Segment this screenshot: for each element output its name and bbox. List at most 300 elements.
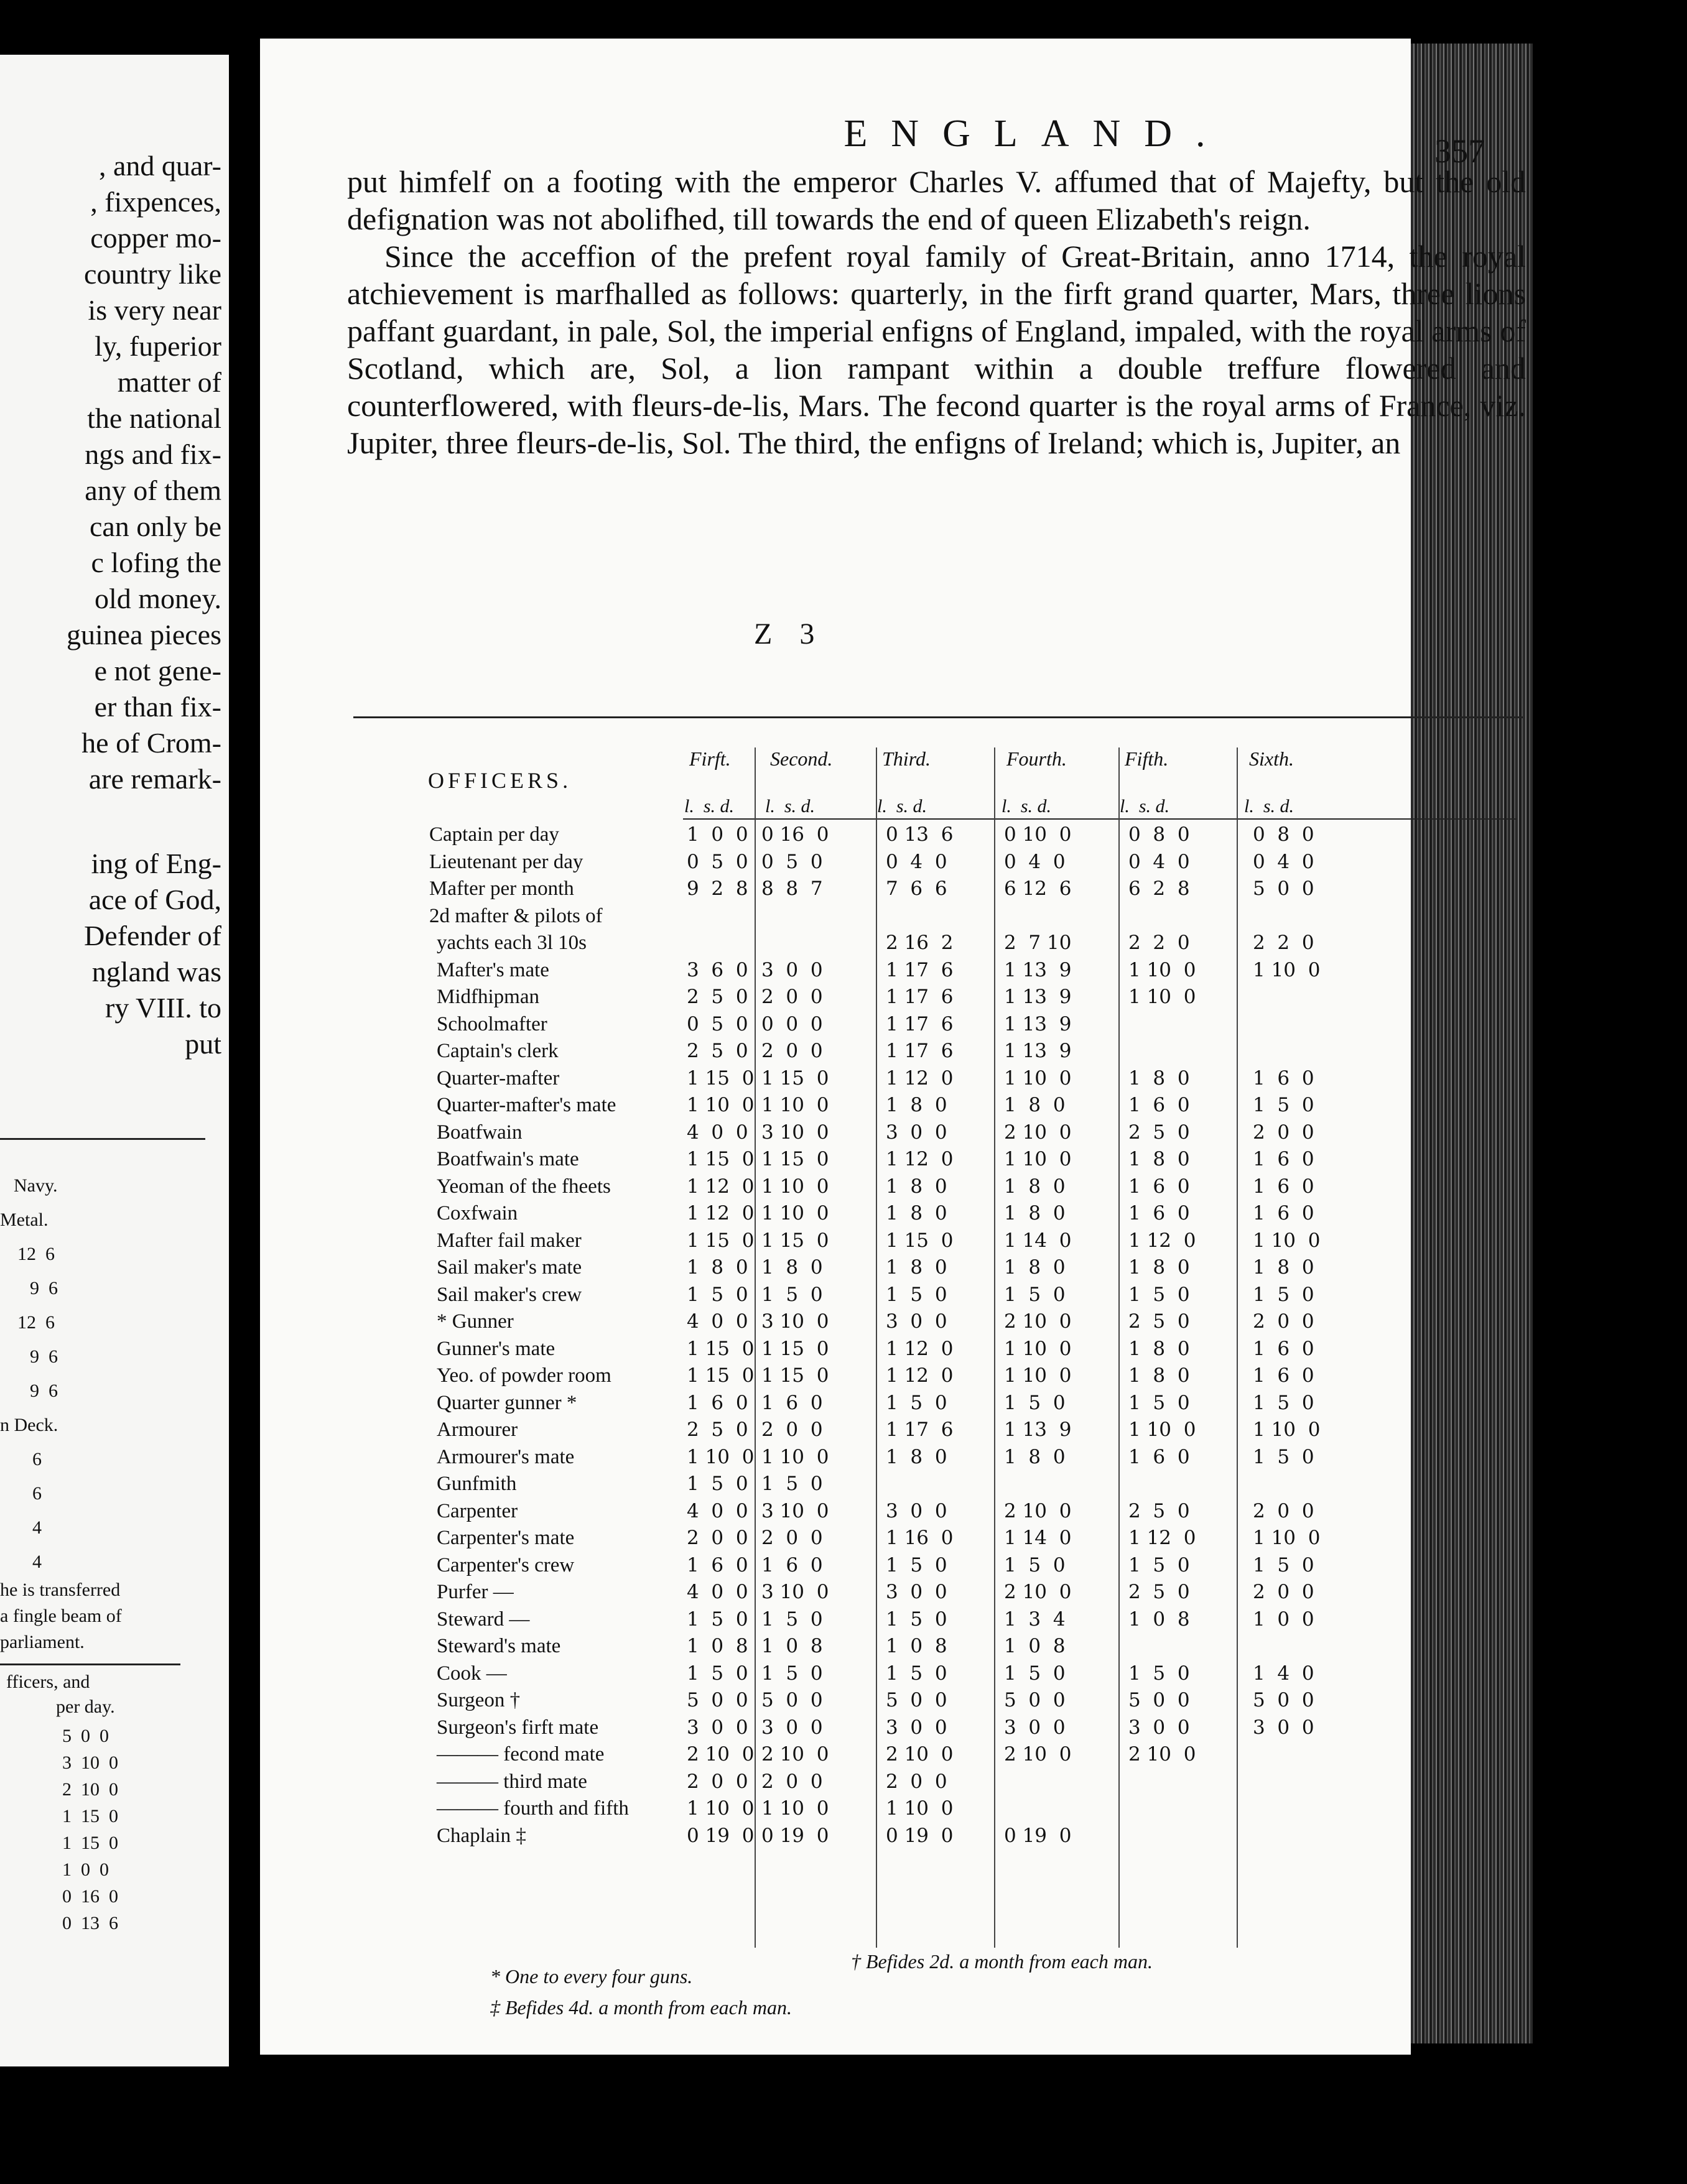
pay-cell: 1 14 0: [1004, 1229, 1072, 1252]
pay-cell: 3 10 0: [761, 1121, 829, 1144]
pay-cell: 1 10 0: [687, 1094, 755, 1116]
running-head: ENGLAND.: [844, 113, 1229, 155]
left-text-line: ry VIII. to: [105, 992, 221, 1024]
pay-cell: 1 17 6: [886, 1418, 954, 1441]
pay-cell: 1 13 9: [1004, 1418, 1072, 1441]
pay-cell: 2 10 0: [1128, 1743, 1196, 1765]
pay-cell: 1 5 0: [1004, 1391, 1066, 1414]
pay-cell: 1 8 0: [886, 1256, 947, 1279]
pay-cell: 1 12 0: [886, 1364, 954, 1387]
pay-cell: 1 5 0: [1004, 1662, 1066, 1685]
pay-cell: 2 0 0: [1253, 1581, 1314, 1603]
pay-cell: 2 16 2: [886, 932, 954, 954]
pay-cell: 1 5 0: [1004, 1553, 1066, 1576]
rate-header-3: Third.: [882, 747, 931, 770]
pay-cell: 0 4 0: [1128, 850, 1190, 873]
pay-cell: 1 6 0: [761, 1553, 823, 1576]
pay-cell: 5 0 0: [1128, 1689, 1190, 1711]
pay-cell: 1 5 0: [886, 1553, 947, 1576]
metal-heading: Metal.: [0, 1210, 49, 1230]
left-text-line: ly, fuperior: [95, 330, 221, 362]
left-text-line: , and quar-: [98, 150, 221, 182]
pay-cell: 2 0 0: [761, 1418, 823, 1441]
pay-cell: 1 8 0: [1004, 1256, 1066, 1279]
pay-cell: 3 10 0: [761, 1310, 829, 1333]
pay-cell: 0 5 0: [761, 850, 823, 873]
per-day-label: per day.: [56, 1696, 115, 1717]
pay-cell: 7 6 6: [886, 877, 947, 900]
officer-pay-row: 3 10 0: [62, 1752, 118, 1773]
pay-cell: 1 0 0: [687, 823, 748, 846]
pay-cell: 1 5 0: [1128, 1283, 1190, 1306]
pay-cell: 1 10 0: [761, 1202, 829, 1224]
pay-cell: 5 0 0: [886, 1689, 947, 1711]
row-label: Captain per day: [429, 823, 559, 846]
pay-cell: 1 8 0: [1004, 1202, 1066, 1224]
units-header: l. s. d.: [1244, 796, 1294, 817]
pay-cell: 0 5 0: [687, 850, 748, 873]
units-rule: [683, 818, 1517, 820]
pay-cell: 1 13 9: [1004, 958, 1072, 981]
pay-cell: 1 15 0: [761, 1067, 829, 1090]
pay-cell: 1 10 0: [761, 1175, 829, 1198]
pay-cell: 1 15 0: [761, 1148, 829, 1170]
row-label: ——— fourth and fifth: [437, 1797, 629, 1820]
row-label: Cook —: [437, 1662, 507, 1685]
rate-header-6: Sixth.: [1249, 747, 1294, 770]
pay-cell: 1 8 0: [1128, 1337, 1190, 1360]
units-header: l. s. d.: [684, 796, 735, 817]
left-text-line: e not gene-: [94, 655, 221, 687]
pay-cell: 1 8 0: [886, 1094, 947, 1116]
pay-cell: 0 4 0: [1253, 850, 1314, 873]
pay-cell: 1 6 0: [1128, 1202, 1190, 1224]
row-label: Lieutenant per day: [429, 850, 583, 873]
pay-cell: 0 5 0: [687, 1012, 748, 1035]
pay-cell: 1 13 9: [1004, 1040, 1072, 1062]
row-label: Surgeon †: [437, 1689, 521, 1711]
deck-heading: n Deck.: [0, 1415, 58, 1435]
pay-cell: 2 7 10: [1004, 932, 1072, 954]
pay-cell: 1 0 8: [886, 1635, 947, 1657]
paragraph-1: put himfelf on a footing with the emperor Charles V. affumed that of Majefty, but the old defignation was not abolifhed, till towards the end of queen Elizabeth's reign.: [347, 164, 1526, 236]
pay-cell: 1 4 0: [1253, 1662, 1314, 1685]
pay-cell: 1 6 0: [1253, 1148, 1314, 1170]
row-label: Boatfwain's mate: [437, 1148, 579, 1170]
pay-cell: 1 10 0: [1128, 958, 1196, 981]
pay-cell: 1 6 0: [687, 1391, 748, 1414]
row-label: Yeoman of the fheets: [437, 1175, 611, 1198]
pay-cell: 1 10 0: [761, 1094, 829, 1116]
left-page: [0, 55, 229, 2066]
pay-cell: 1 12 0: [1128, 1229, 1196, 1252]
units-header: l. s. d.: [1002, 796, 1052, 817]
row-label: Yeo. of powder room: [437, 1364, 611, 1387]
pay-cell: 2 5 0: [1128, 1121, 1190, 1144]
metal-row: 12 6: [17, 1312, 55, 1333]
left-text-line: can only be: [89, 511, 221, 542]
pay-cell: 2 0 0: [761, 1040, 823, 1062]
pay-cell: 2 5 0: [687, 1418, 748, 1441]
pay-cell: 1 6 0: [1253, 1202, 1314, 1224]
pay-cell: 3 10 0: [761, 1581, 829, 1603]
pay-cell: 5 0 0: [1004, 1689, 1066, 1711]
right-page: [260, 39, 1526, 2055]
pay-cell: 1 5 0: [1128, 1553, 1190, 1576]
pay-cell: 4 0 0: [687, 1121, 748, 1144]
row-label: Steward —: [437, 1608, 530, 1631]
pay-cell: 1 5 0: [761, 1662, 823, 1685]
pay-cell: 1 5 0: [1253, 1094, 1314, 1116]
row-label: 2d mafter & pilots of: [429, 904, 603, 927]
units-header: l. s. d.: [765, 796, 816, 817]
pay-cell: 0 4 0: [886, 850, 947, 873]
paragraph-2: Since the acceffion of the prefent royal family of Great-Britain, anno 1714, the royal atchievement is marfhalled as follows: quarterly, in the firft grand quarter, Mars, three lions paffant guardant, in pale, Sol, the imperial enfigns of England, impaled, with the royal arms of Scotland, which are, Sol, a lion rampant within a double treffure flowered and counterflowered, with fleurs-de-lis, Mars. The fecond quarter is the royal arms of France, viz. Jupiter, three fleurs-de-lis, Sol. The third, the enfigns of Ireland; which is, Jupiter, an: [347, 239, 1526, 460]
pay-cell: 1 16 0: [886, 1527, 954, 1549]
footnote-double-dagger: ‡ Befides 4d. a month from each man.: [490, 1996, 792, 2019]
row-label: Chaplain ‡: [437, 1824, 526, 1847]
pay-cell: 1 6 0: [761, 1391, 823, 1414]
pay-cell: 1 10 0: [687, 1445, 755, 1468]
table-title: OFFICERS.: [428, 768, 572, 793]
pay-cell: 1 15 0: [761, 1337, 829, 1360]
pay-cell: 1 6 0: [1253, 1175, 1314, 1198]
pay-cell: 1 0 8: [1128, 1608, 1190, 1631]
pay-cell: 1 17 6: [886, 1040, 954, 1062]
rate-header-5: Fifth.: [1125, 747, 1169, 770]
pay-cell: 1 8 0: [687, 1256, 748, 1279]
pay-cell: 1 5 0: [687, 1662, 748, 1685]
pay-cell: 2 5 0: [1128, 1581, 1190, 1603]
pay-cell: 1 5 0: [886, 1283, 947, 1306]
left-text-line: , fixpences,: [90, 186, 221, 218]
deck-row: 6: [32, 1483, 42, 1504]
pay-cell: 1 10 0: [1004, 1148, 1072, 1170]
metal-row: 12 6: [17, 1244, 55, 1264]
pay-cell: 2 10 0: [1004, 1581, 1072, 1603]
pay-cell: 3 0 0: [886, 1121, 947, 1144]
left-rule-2: [0, 1663, 180, 1665]
pay-cell: 1 8 0: [886, 1175, 947, 1198]
pay-cell: 1 10 0: [1253, 958, 1321, 981]
pay-cell: 2 2 0: [1128, 932, 1190, 954]
footnote-star: * One to every four guns.: [490, 1965, 693, 1987]
pay-cell: 1 5 0: [1253, 1283, 1314, 1306]
pay-cell: 1 8 0: [1253, 1256, 1314, 1279]
pay-cell: 1 5 0: [1253, 1445, 1314, 1468]
pay-cell: 1 10 0: [886, 1797, 954, 1820]
row-label: Surgeon's firft mate: [437, 1716, 599, 1739]
left-text-line: matter of: [117, 366, 221, 398]
pay-cell: 4 0 0: [687, 1310, 748, 1333]
pay-cell: 1 10 0: [1253, 1527, 1321, 1549]
officer-pay-row: 0 13 6: [62, 1913, 118, 1933]
officer-pay-row: 5 0 0: [62, 1726, 109, 1746]
pay-cell: 1 8 0: [761, 1256, 823, 1279]
deck-row: 6: [32, 1449, 42, 1469]
pay-cell: 1 3 4: [1004, 1608, 1066, 1631]
pay-cell: 1 6 0: [1253, 1337, 1314, 1360]
pay-cell: 2 0 0: [1253, 1499, 1314, 1522]
pay-cell: 2 0 0: [687, 1527, 748, 1549]
deck-row: 4: [32, 1517, 42, 1538]
pay-cell: 3 0 0: [1128, 1716, 1190, 1739]
row-label: Quarter-mafter's mate: [437, 1094, 616, 1116]
page-number: 357: [1434, 132, 1485, 170]
officer-pay-row: 0 16 0: [62, 1886, 118, 1907]
pay-cell: 1 10 0: [1004, 1364, 1072, 1387]
pay-cell: 3 0 0: [761, 1716, 823, 1739]
pay-cell: 0 19 0: [687, 1824, 755, 1847]
row-label: Steward's mate: [437, 1635, 561, 1657]
pay-cell: 1 5 0: [886, 1662, 947, 1685]
row-label: Quarter-mafter: [437, 1067, 560, 1090]
rate-header-4: Fourth.: [1006, 747, 1067, 770]
pay-cell: 2 0 0: [761, 1527, 823, 1549]
left-text-line: is very near: [88, 294, 221, 326]
pay-cell: 2 0 0: [761, 1770, 823, 1793]
pay-cell: 2 10 0: [1004, 1121, 1072, 1144]
left-text-line: copper mo-: [90, 222, 221, 254]
pay-cell: 2 0 0: [1253, 1121, 1314, 1144]
pay-cell: 1 0 8: [761, 1635, 823, 1657]
pay-cell: 0 13 6: [886, 823, 954, 846]
row-label: * Gunner: [437, 1310, 514, 1333]
row-label: Mafter's mate: [437, 958, 549, 981]
pay-cell: 3 0 0: [687, 1716, 748, 1739]
row-label: Mafter per month: [429, 877, 574, 900]
row-label: Boatfwain: [437, 1121, 523, 1144]
pay-cell: 1 5 0: [1004, 1283, 1066, 1306]
pay-cell: 2 10 0: [687, 1743, 755, 1765]
left-text-line: Defender of: [84, 920, 221, 951]
table-top-rule: [353, 716, 1523, 718]
pay-cell: 2 10 0: [1004, 1743, 1072, 1765]
pay-cell: 1 5 0: [886, 1608, 947, 1631]
row-label: Armourer: [437, 1418, 518, 1441]
row-label: ——— fecond mate: [437, 1743, 605, 1765]
row-label: Captain's clerk: [437, 1040, 559, 1062]
row-label: Schoolmafter: [437, 1012, 547, 1035]
left-text-line: ing of Eng-: [91, 848, 221, 879]
pay-cell: 1 10 0: [1253, 1418, 1321, 1441]
officers-heading: fficers, and: [6, 1672, 90, 1692]
pay-cell: 1 5 0: [687, 1473, 748, 1495]
row-label: Midfhipman: [437, 986, 539, 1008]
pay-cell: 1 10 0: [1128, 1418, 1196, 1441]
pay-cell: 1 12 0: [1128, 1527, 1196, 1549]
footnote-dagger: † Befides 2d. a month from each man.: [851, 1950, 1153, 1973]
row-label: Sail maker's crew: [437, 1283, 582, 1306]
pay-cell: 3 0 0: [1004, 1716, 1066, 1739]
pay-cell: 1 5 0: [761, 1283, 823, 1306]
pay-cell: 1 12 0: [687, 1175, 755, 1198]
signature-mark: Z 3: [754, 618, 825, 650]
pay-cell: 5 0 0: [687, 1689, 748, 1711]
pay-cell: 3 0 0: [761, 958, 823, 981]
left-text-line: the national: [87, 402, 221, 434]
left-text-line: ace of God,: [88, 884, 221, 915]
rate-header-2: Second.: [770, 747, 833, 770]
pay-cell: 1 10 0: [761, 1445, 829, 1468]
pay-cell: 2 0 0: [886, 1770, 947, 1793]
officer-pay-row: 1 0 0: [62, 1859, 109, 1880]
row-label: Armourer's mate: [437, 1445, 575, 1468]
pay-cell: 1 10 0: [1253, 1229, 1321, 1252]
left-text-line: country like: [84, 258, 221, 290]
pay-cell: 2 0 0: [687, 1770, 748, 1793]
pay-cell: 1 12 0: [886, 1067, 954, 1090]
pay-cell: 1 13 9: [1004, 986, 1072, 1008]
row-label: ——— third mate: [437, 1770, 587, 1793]
pay-cell: 1 10 0: [687, 1797, 755, 1820]
pay-cell: 1 10 0: [1004, 1067, 1072, 1090]
pay-cell: 1 17 6: [886, 1012, 954, 1035]
left-text-line: are remark-: [88, 763, 221, 795]
pay-cell: 1 15 0: [687, 1229, 755, 1252]
row-label: yachts each 3l 10s: [437, 932, 587, 954]
pay-cell: 3 6 0: [687, 958, 748, 981]
pay-cell: 0 10 0: [1004, 823, 1072, 846]
pay-cell: 1 8 0: [1004, 1094, 1066, 1116]
pay-cell: 2 0 0: [1253, 1310, 1314, 1333]
pay-cell: 0 16 0: [761, 823, 829, 846]
pay-cell: 1 10 0: [761, 1797, 829, 1820]
pay-cell: 3 0 0: [886, 1716, 947, 1739]
pay-cell: 1 6 0: [1128, 1445, 1190, 1468]
pay-cell: 1 17 6: [886, 958, 954, 981]
pay-cell: 1 0 0: [1253, 1608, 1314, 1631]
deck-row: 4: [32, 1552, 42, 1572]
pay-cell: 1 5 0: [1128, 1391, 1190, 1414]
pay-cell: 0 19 0: [1004, 1824, 1072, 1847]
left-text-line: put: [185, 1028, 221, 1060]
metal-row: 9 6: [30, 1278, 58, 1298]
row-label: Coxfwain: [437, 1202, 518, 1224]
units-header: l. s. d.: [877, 796, 927, 817]
metal-row: 9 6: [30, 1346, 58, 1367]
left-text-line: old money.: [95, 583, 221, 614]
pay-cell: 2 10 0: [886, 1743, 954, 1765]
pay-cell: 1 12 0: [687, 1202, 755, 1224]
pay-cell: 3 0 0: [886, 1499, 947, 1522]
rate-header-1: Firft.: [689, 747, 731, 770]
left-rule: [0, 1138, 205, 1140]
row-label: Gunner's mate: [437, 1337, 555, 1360]
pay-cell: 3 0 0: [886, 1581, 947, 1603]
pay-cell: 1 6 0: [1253, 1364, 1314, 1387]
pay-cell: 4 0 0: [687, 1499, 748, 1522]
row-label: Carpenter: [437, 1499, 518, 1522]
pay-cell: 0 8 0: [1253, 823, 1314, 846]
row-label: Purfer —: [437, 1581, 514, 1603]
row-label: Mafter fail maker: [437, 1229, 582, 1252]
pay-cell: 1 15 0: [761, 1229, 829, 1252]
left-text-line: c lofing the: [91, 547, 221, 578]
row-label: Sail maker's mate: [437, 1256, 582, 1279]
pay-cell: 1 5 0: [886, 1391, 947, 1414]
row-label: Carpenter's mate: [437, 1527, 575, 1549]
pay-cell: 1 14 0: [1004, 1527, 1072, 1549]
body-text: [347, 163, 1526, 461]
pay-cell: 1 12 0: [886, 1337, 954, 1360]
pay-cell: 1 6 0: [1128, 1175, 1190, 1198]
pay-cell: 1 10 0: [1004, 1337, 1072, 1360]
pay-cell: 1 8 0: [1004, 1445, 1066, 1468]
pay-cell: 1 15 0: [687, 1148, 755, 1170]
pay-cell: 1 5 0: [1128, 1662, 1190, 1685]
left-text-line: ngs and fix-: [85, 438, 221, 470]
pay-cell: 1 6 0: [1128, 1094, 1190, 1116]
pay-cell: 1 15 0: [687, 1337, 755, 1360]
pay-cell: 1 0 8: [687, 1635, 748, 1657]
pay-cell: 5 0 0: [1253, 1689, 1314, 1711]
pay-cell: 5 0 0: [1253, 877, 1314, 900]
page-edge-shadow: [1533, 50, 1687, 2184]
transfer-note-line: parliament.: [0, 1632, 85, 1652]
pay-cell: 2 5 0: [1128, 1310, 1190, 1333]
pay-cell: 2 10 0: [1004, 1310, 1072, 1333]
pay-cell: 3 0 0: [1253, 1716, 1314, 1739]
left-text-line: he of Crom-: [81, 727, 221, 759]
pay-cell: 6 12 6: [1004, 877, 1072, 900]
pay-cell: 1 17 6: [886, 986, 954, 1008]
navy-heading: Navy.: [14, 1175, 58, 1196]
pay-cell: 0 0 0: [761, 1012, 823, 1035]
pay-cell: 1 6 0: [687, 1553, 748, 1576]
pay-cell: 8 8 7: [761, 877, 823, 900]
row-label: Quarter gunner *: [437, 1391, 577, 1414]
pay-cell: 1 5 0: [1253, 1391, 1314, 1414]
pay-cell: 1 0 8: [1004, 1635, 1066, 1657]
row-label: Carpenter's crew: [437, 1553, 575, 1576]
pay-cell: 1 12 0: [886, 1148, 954, 1170]
metal-row: 9 6: [30, 1381, 58, 1401]
pay-cell: 0 19 0: [761, 1824, 829, 1847]
left-text-line: ngland was: [91, 956, 221, 988]
row-label: Gunfmith: [437, 1473, 517, 1495]
officer-pay-row: 1 15 0: [62, 1806, 118, 1826]
pay-cell: 1 15 0: [687, 1364, 755, 1387]
pay-cell: 2 10 0: [1004, 1499, 1072, 1522]
pay-cell: 0 4 0: [1004, 850, 1066, 873]
pay-cell: 1 8 0: [1128, 1256, 1190, 1279]
pay-cell: 1 15 0: [687, 1067, 755, 1090]
pay-cell: 1 5 0: [687, 1608, 748, 1631]
pay-cell: 1 6 0: [1253, 1067, 1314, 1090]
pay-cell: 1 10 0: [1128, 986, 1196, 1008]
pay-cell: 6 2 8: [1128, 877, 1190, 900]
pay-cell: 1 8 0: [1004, 1175, 1066, 1198]
pay-cell: 5 0 0: [761, 1689, 823, 1711]
pay-cell: 0 19 0: [886, 1824, 954, 1847]
pay-cell: 1 5 0: [1253, 1553, 1314, 1576]
pay-cell: 2 5 0: [1128, 1499, 1190, 1522]
pay-cell: 0 8 0: [1128, 823, 1190, 846]
pay-cell: 2 5 0: [687, 1040, 748, 1062]
pay-cell: 3 0 0: [886, 1310, 947, 1333]
officer-pay-row: 1 15 0: [62, 1833, 118, 1853]
pay-cell: 1 13 9: [1004, 1012, 1072, 1035]
pay-cell: 2 2 0: [1253, 932, 1314, 954]
pay-cell: 1 15 0: [886, 1229, 954, 1252]
pay-cell: 1 8 0: [1128, 1148, 1190, 1170]
pay-cell: 9 2 8: [687, 877, 748, 900]
pay-cell: 1 5 0: [687, 1283, 748, 1306]
pay-cell: 4 0 0: [687, 1581, 748, 1603]
pay-cell: 3 10 0: [761, 1499, 829, 1522]
transfer-note-line: a fingle beam of: [0, 1606, 122, 1626]
